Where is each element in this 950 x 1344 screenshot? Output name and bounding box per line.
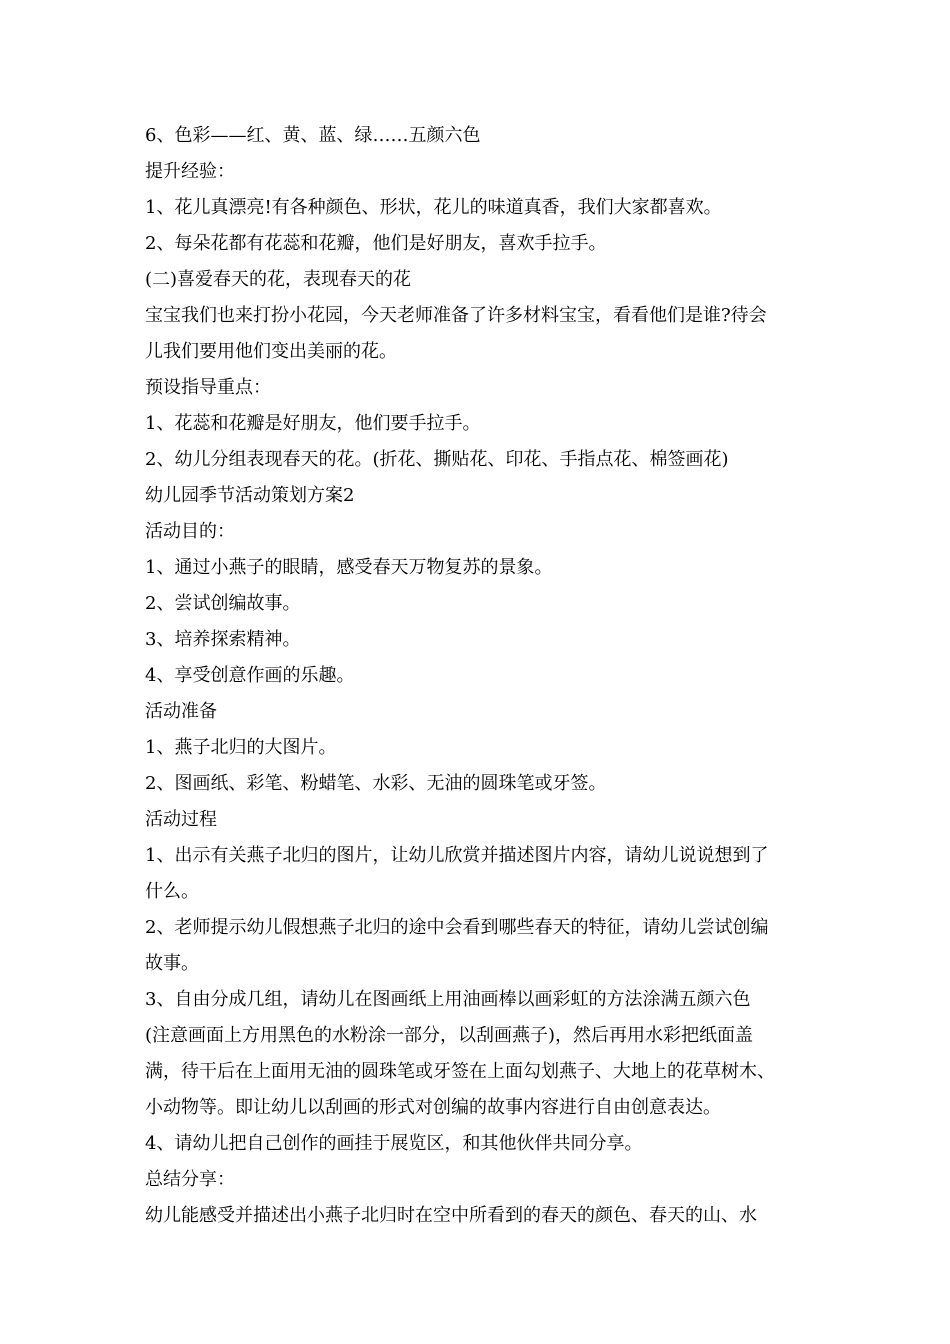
text-line: 什么。 (145, 881, 199, 902)
text-line: 1、燕子北归的大图片。 (145, 737, 337, 758)
text-line: 宝宝我们也来打扮小花园，今天老师准备了许多材料宝宝，看看他们是谁?待会 (145, 305, 767, 326)
section-heading: 活动目的： (145, 521, 235, 542)
text-line: 3、自由分成几组，请幼儿在图画纸上用油画棒以画彩虹的方法涂满五颜六色 (145, 989, 751, 1010)
document-title: 幼儿园季节活动策划方案2 (145, 485, 355, 506)
text-line: 2、老师提示幼儿假想燕子北归的途中会看到哪些春天的特征，请幼儿尝试创编 (145, 917, 769, 938)
text-line: 6、色彩——红、黄、蓝、绿……五颜六色 (145, 125, 481, 146)
text-line: 满，待干后在上面用无油的圆珠笔或牙签在上面勾划燕子、大地上的花草树木、 (145, 1061, 775, 1082)
section-heading: 预设指导重点： (145, 377, 271, 398)
text-line: 1、花蕊和花瓣是好朋友，他们要手拉手。 (145, 413, 481, 434)
text-line: 小动物等。即让幼儿以刮画的形式对创编的故事内容进行自由创意表达。 (145, 1097, 721, 1118)
text-line: 儿我们要用他们变出美丽的花。 (145, 341, 397, 362)
text-line: 2、每朵花都有花蕊和花瓣，他们是好朋友，喜欢手拉手。 (145, 233, 607, 254)
text-line: (注意画面上方用黑色的水粉涂一部分，以刮画燕子)，然后再用水彩把纸面盖 (145, 1025, 754, 1046)
text-line: 故事。 (145, 953, 199, 974)
text-line: 幼儿能感受并描述出小燕子北归时在空中所看到的春天的颜色、春天的山、水 (145, 1205, 757, 1226)
text-line: 2、幼儿分组表现春天的花。(折花、撕贴花、印花、手指点花、棉签画花) (145, 449, 729, 470)
section-heading: 提升经验： (145, 161, 235, 182)
text-line: 1、出示有关燕子北归的图片，让幼儿欣赏并描述图片内容，请幼儿说说想到了 (145, 845, 769, 866)
section-heading: 总结分享： (145, 1169, 235, 1190)
section-heading: (二)喜爱春天的花，表现春天的花 (145, 269, 412, 290)
text-line: 1、花儿真漂亮!有各种颜色、形状，花儿的味道真香，我们大家都喜欢。 (145, 197, 722, 218)
text-line: 2、图画纸、彩笔、粉蜡笔、水彩、无油的圆珠笔或牙签。 (145, 773, 607, 794)
text-line: 1、通过小燕子的眼睛，感受春天万物复苏的景象。 (145, 557, 553, 578)
text-line: 2、尝试创编故事。 (145, 593, 301, 614)
section-heading: 活动准备 (145, 701, 217, 722)
document-body (145, 118, 845, 1234)
text-line: 3、培养探索精神。 (145, 629, 301, 650)
text-line: 4、享受创意作画的乐趣。 (145, 665, 355, 686)
section-heading: 活动过程 (145, 809, 217, 830)
text-line: 4、请幼儿把自己创作的画挂于展览区，和其他伙伴共同分享。 (145, 1133, 643, 1154)
